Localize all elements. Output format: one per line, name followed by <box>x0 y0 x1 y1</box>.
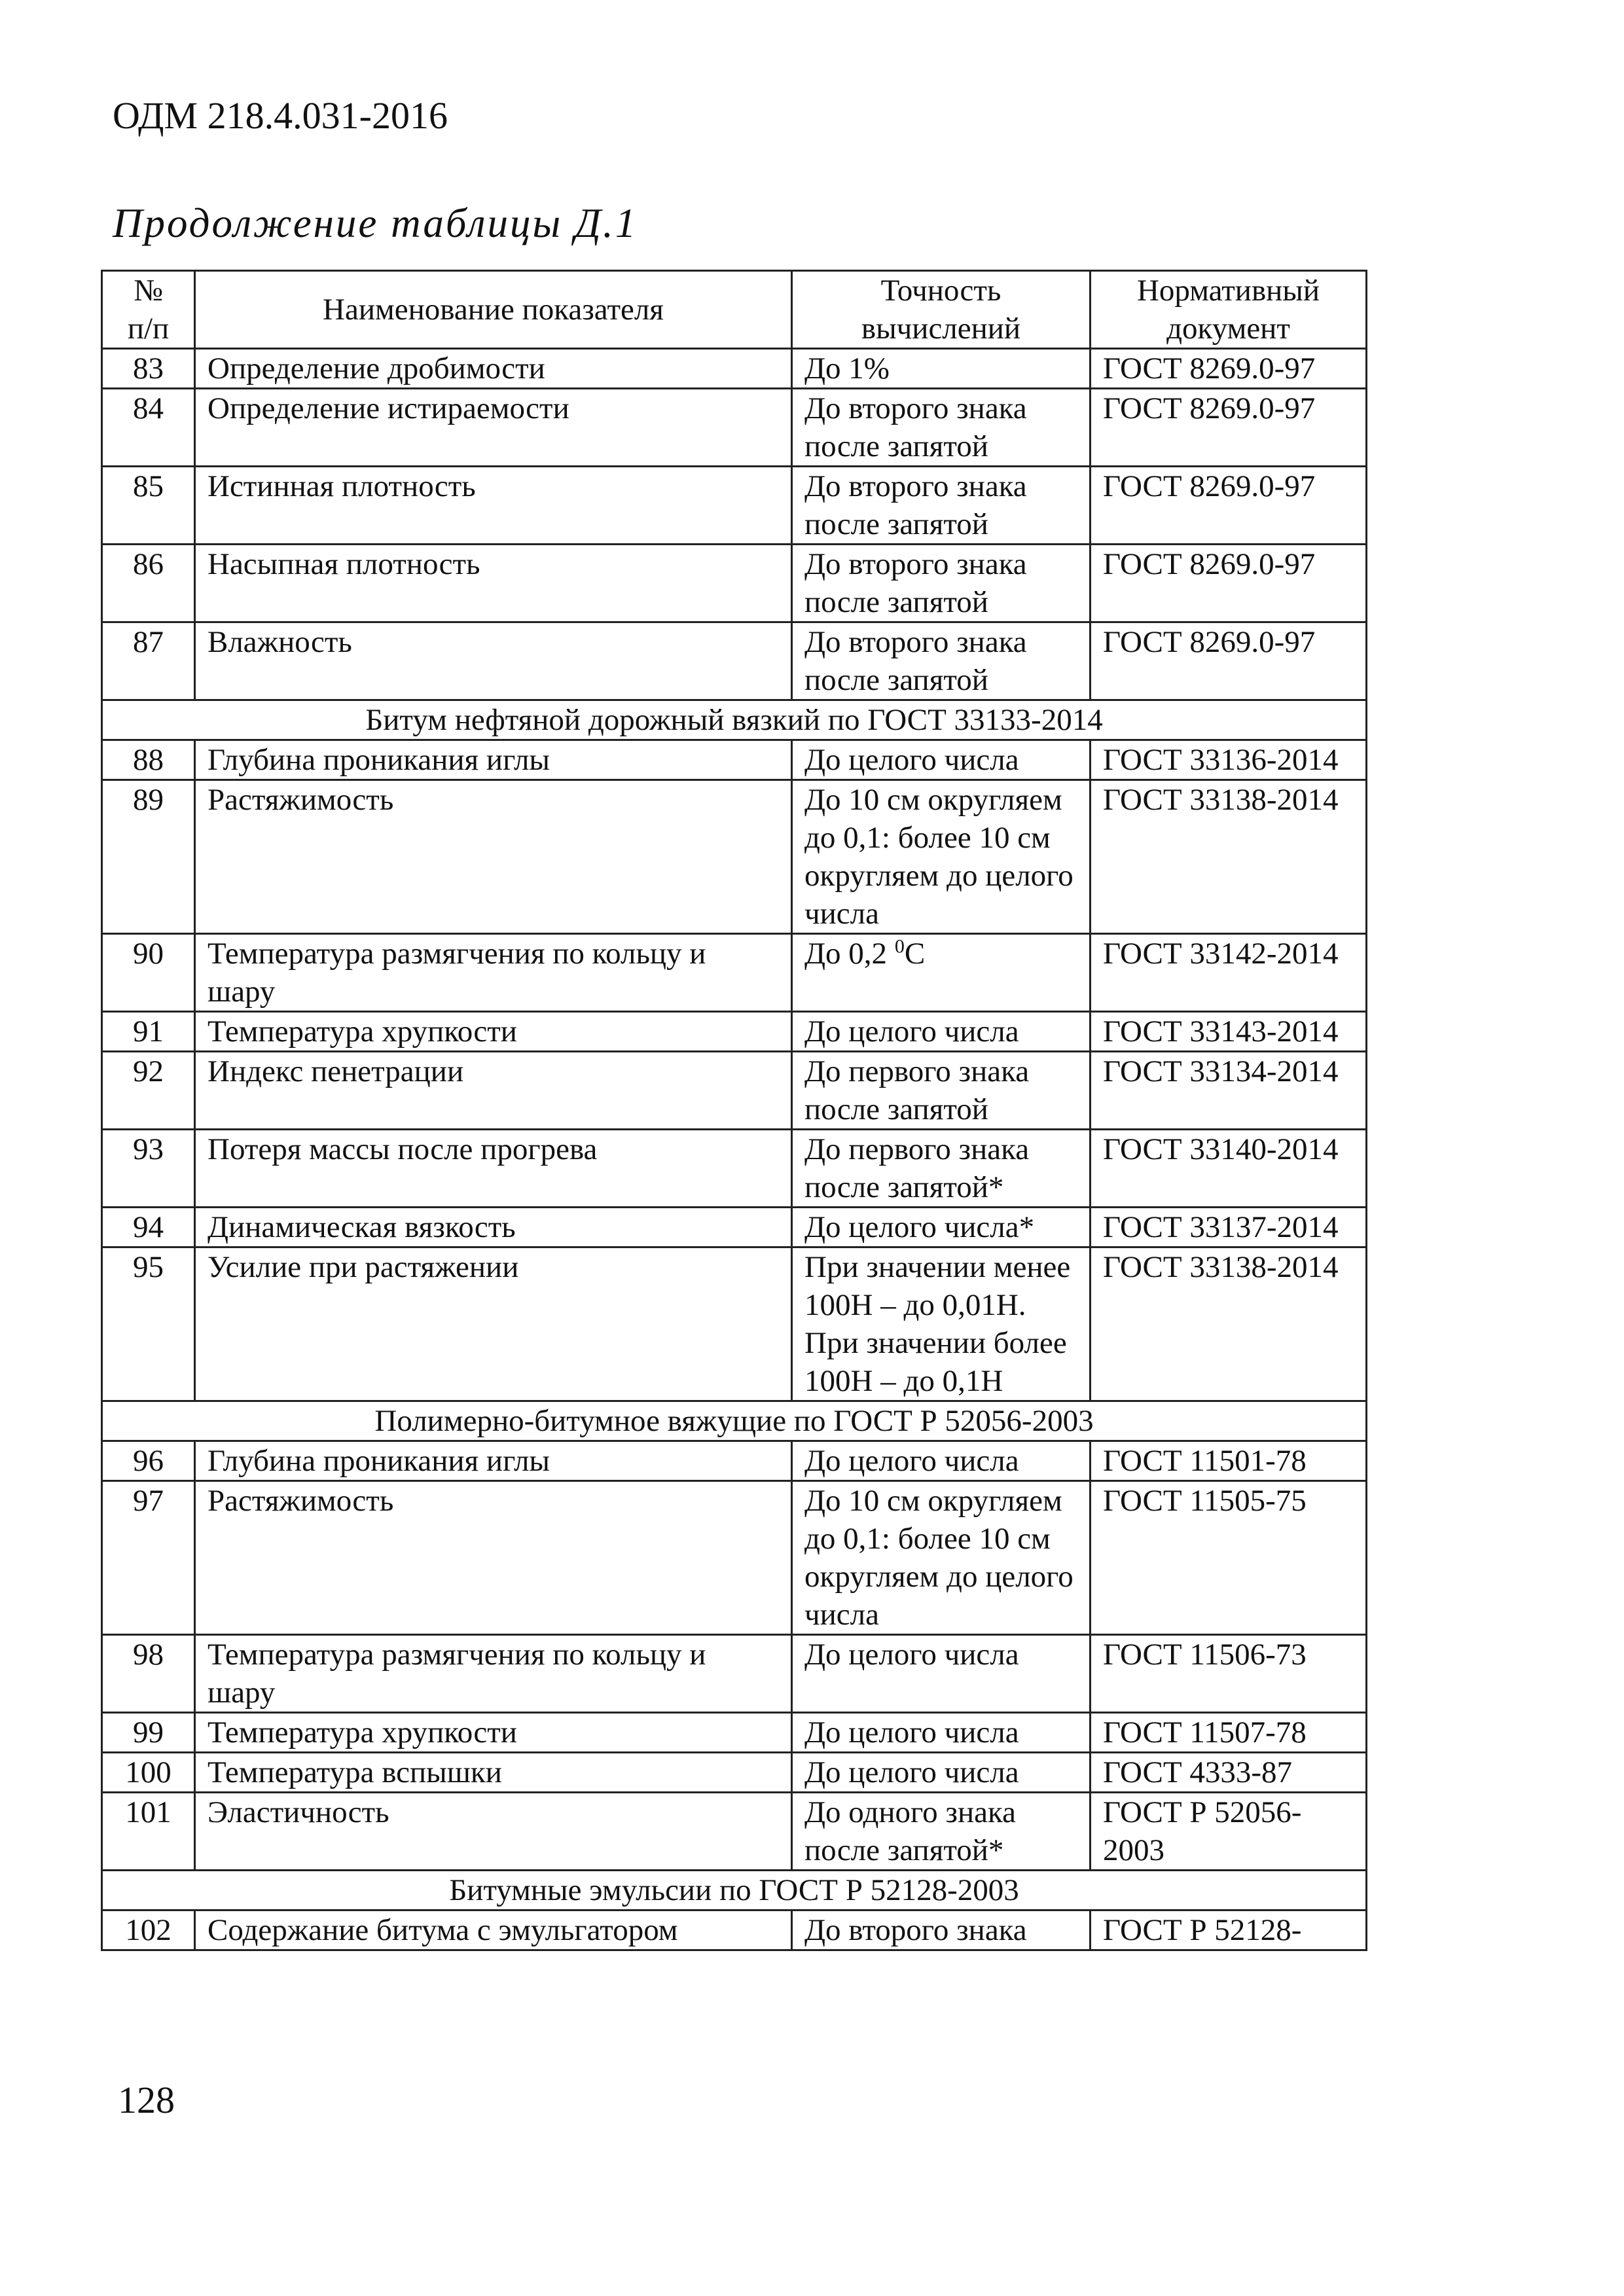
table-row <box>102 545 1367 622</box>
table-row <box>102 622 1367 700</box>
normative-document: ГОСТ 8269.0-97 <box>1091 545 1367 622</box>
row-number: 84 <box>102 389 195 467</box>
indicator-name: Усилие при растяжении <box>195 1247 792 1401</box>
indicator-name: Эластичность <box>195 1793 792 1871</box>
table-row <box>102 1247 1367 1401</box>
page-number: 128 <box>118 2079 175 2121</box>
accuracy: До целого числа <box>792 1441 1091 1481</box>
indicator-name: Растяжимость <box>195 1481 792 1635</box>
table-row <box>102 1012 1367 1052</box>
row-number: 83 <box>102 349 195 389</box>
table-row <box>102 349 1367 389</box>
column-header-number: № п/п <box>102 271 195 349</box>
normative-document: ГОСТ 33138-2014 <box>1091 1247 1367 1401</box>
table-row <box>102 467 1367 545</box>
accuracy: До второго знака после запятой <box>792 389 1091 467</box>
indicator-name: Растяжимость <box>195 780 792 934</box>
accuracy: До второго знака после запятой <box>792 545 1091 622</box>
indicator-name: Температура размягчения по кольцу и шару <box>195 1635 792 1713</box>
row-number: 86 <box>102 545 195 622</box>
row-number: 88 <box>102 740 195 780</box>
accuracy: При значении менее 100Н – до 0,01Н. При значении более 100Н – до 0,1Н <box>792 1247 1091 1401</box>
normative-document: ГОСТ 33138-2014 <box>1091 780 1367 934</box>
row-number: 99 <box>102 1713 195 1753</box>
accuracy: До первого знака после запятой* <box>792 1130 1091 1208</box>
row-number: 90 <box>102 934 195 1012</box>
accuracy: До 10 см округляем до 0,1: более 10 см округляем до целого числа <box>792 1481 1091 1635</box>
indicator-name: Определение дробимости <box>195 349 792 389</box>
row-number: 101 <box>102 1793 195 1871</box>
accuracy: До целого числа <box>792 1635 1091 1713</box>
specification-table <box>101 270 1367 1951</box>
normative-document: ГОСТ Р 52056-2003 <box>1091 1793 1367 1871</box>
accuracy: До целого числа <box>792 740 1091 780</box>
row-number: 85 <box>102 467 195 545</box>
row-number: 91 <box>102 1012 195 1052</box>
section-row <box>102 1871 1367 1910</box>
normative-document: ГОСТ 33143-2014 <box>1091 1012 1367 1052</box>
table-row <box>102 740 1367 780</box>
section-row <box>102 700 1367 740</box>
row-number: 102 <box>102 1910 195 1950</box>
indicator-name: Потеря массы после прогрева <box>195 1130 792 1208</box>
normative-document: ГОСТ 33142-2014 <box>1091 934 1367 1012</box>
section-title: Битум нефтяной дорожный вязкий по ГОСТ 33133-2014 <box>102 700 1367 740</box>
row-number: 100 <box>102 1753 195 1793</box>
normative-document: ГОСТ 33136-2014 <box>1091 740 1367 780</box>
table-row <box>102 1793 1367 1871</box>
table-row <box>102 1753 1367 1793</box>
accuracy: До целого числа <box>792 1713 1091 1753</box>
indicator-name: Температура хрупкости <box>195 1012 792 1052</box>
normative-document: ГОСТ 4333-87 <box>1091 1753 1367 1793</box>
indicator-name: Определение истираемости <box>195 389 792 467</box>
normative-document: ГОСТ 11507-78 <box>1091 1713 1367 1753</box>
column-header-document: Нормативный документ <box>1091 271 1367 349</box>
indicator-name: Температура размягчения по кольцу и шару <box>195 934 792 1012</box>
table-row <box>102 1910 1367 1950</box>
normative-document: ГОСТ 8269.0-97 <box>1091 349 1367 389</box>
document-code: ОДМ 218.4.031-2016 <box>113 94 448 137</box>
normative-document: ГОСТ 8269.0-97 <box>1091 467 1367 545</box>
indicator-name: Содержание битума с эмульгатором <box>195 1910 792 1950</box>
accuracy: До целого числа <box>792 1753 1091 1793</box>
indicator-name: Глубина проникания иглы <box>195 1441 792 1481</box>
section-title: Полимерно-битумное вяжущие по ГОСТ Р 52056-2003 <box>102 1401 1367 1441</box>
row-number: 87 <box>102 622 195 700</box>
row-number: 89 <box>102 780 195 934</box>
row-number: 94 <box>102 1208 195 1247</box>
normative-document: ГОСТ 8269.0-97 <box>1091 622 1367 700</box>
accuracy: До 1% <box>792 349 1091 389</box>
row-number: 97 <box>102 1481 195 1635</box>
normative-document: ГОСТ Р 52128- <box>1091 1910 1367 1950</box>
accuracy: До первого знака после запятой <box>792 1052 1091 1130</box>
row-number: 95 <box>102 1247 195 1401</box>
section-title: Битумные эмульсии по ГОСТ Р 52128-2003 <box>102 1871 1367 1910</box>
accuracy: До одного знака после запятой* <box>792 1793 1091 1871</box>
table-row <box>102 1635 1367 1713</box>
table-row <box>102 780 1367 934</box>
section-row <box>102 1401 1367 1441</box>
indicator-name: Насыпная плотность <box>195 545 792 622</box>
table-header-row <box>102 271 1367 349</box>
row-number: 93 <box>102 1130 195 1208</box>
indicator-name: Истинная плотность <box>195 467 792 545</box>
accuracy: До целого числа <box>792 1012 1091 1052</box>
indicator-name: Влажность <box>195 622 792 700</box>
table-row <box>102 1208 1367 1247</box>
normative-document: ГОСТ 33140-2014 <box>1091 1130 1367 1208</box>
normative-document: ГОСТ 11506-73 <box>1091 1635 1367 1713</box>
normative-document: ГОСТ 8269.0-97 <box>1091 389 1367 467</box>
accuracy: До второго знака после запятой <box>792 467 1091 545</box>
indicator-name: Динамическая вязкость <box>195 1208 792 1247</box>
normative-document: ГОСТ 33134-2014 <box>1091 1052 1367 1130</box>
table-row <box>102 389 1367 467</box>
table-row <box>102 1130 1367 1208</box>
table-row <box>102 1441 1367 1481</box>
row-number: 92 <box>102 1052 195 1130</box>
normative-document: ГОСТ 11505-75 <box>1091 1481 1367 1635</box>
table-row <box>102 1052 1367 1130</box>
table-row <box>102 1713 1367 1753</box>
accuracy: До 10 см округляем до 0,1: более 10 см округляем до целого числа <box>792 780 1091 934</box>
indicator-name: Индекс пенетрации <box>195 1052 792 1130</box>
normative-document: ГОСТ 33137-2014 <box>1091 1208 1367 1247</box>
table-caption: Продолжение таблицы Д.1 <box>113 200 638 246</box>
indicator-name: Температура вспышки <box>195 1753 792 1793</box>
column-header-accuracy: Точность вычислений <box>792 271 1091 349</box>
accuracy: До целого числа* <box>792 1208 1091 1247</box>
table-row <box>102 1481 1367 1635</box>
accuracy: До второго знака после запятой <box>792 622 1091 700</box>
indicator-name: Глубина проникания иглы <box>195 740 792 780</box>
row-number: 98 <box>102 1635 195 1713</box>
normative-document: ГОСТ 11501-78 <box>1091 1441 1367 1481</box>
row-number: 96 <box>102 1441 195 1481</box>
accuracy: До 0,2 $^0$С <box>792 934 1091 1012</box>
indicator-name: Температура хрупкости <box>195 1713 792 1753</box>
accuracy: До второго знака <box>792 1910 1091 1950</box>
column-header-name: Наименование показателя <box>195 271 792 349</box>
table-row <box>102 934 1367 1012</box>
